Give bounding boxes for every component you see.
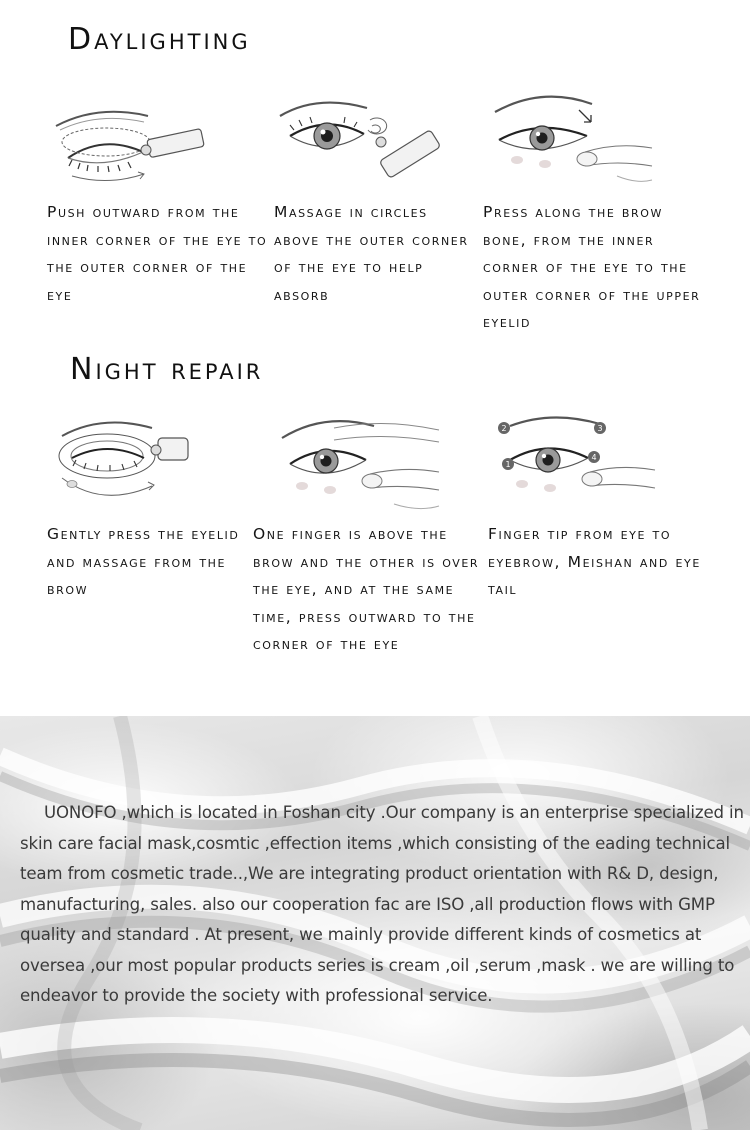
night-repair-step-3-text: Finger tip from eye to eyebrow, Meishan and eye tail (488, 525, 701, 598)
eye-massage-circles-icon (272, 86, 442, 196)
company-description: UONOFO ,which is located in Foshan city .Our company is an enterprise specialized in skin care facial mask,cosmtic ,effection items ,which consisting of the eading technical team from cosmetic trade..,We are integrating product orientation with R& D, design, manufacturing, sales. also our cooperation fac are ISO ,all production flows with GMP quality and standard . At present, we mainly provide different kinds of cosmetics at oversea ,our most popular products series is cream ,oil ,serum ,mask . we are willing to endeavor to provide the society with professional service. (20, 803, 744, 1005)
numbered-press-points-icon (490, 408, 660, 518)
eyelid-massage-icon (52, 408, 222, 518)
night-repair-step-1-text: Gently press the eyelid and massage from the brow (47, 525, 240, 598)
press-point-1-label: 1 (505, 460, 511, 469)
eye-press-brow-bone-icon (487, 80, 657, 190)
press-point-4-label: 4 (591, 453, 597, 462)
eye-massage-outward-icon (48, 86, 218, 196)
daylighting-title: Daylighting (68, 22, 251, 57)
two-finger-press-icon (274, 408, 444, 518)
daylighting-step-2-text: Massage in circles above the outer corner of the eye to help absorb (274, 203, 469, 304)
press-point-2-label: 2 (501, 424, 507, 433)
night-repair-title: Night repair (70, 352, 264, 387)
night-repair-step-2-text: One finger is above the brow and the other is over the eye, and at the same time, press outward to the corner of the eye (253, 525, 480, 653)
silk-background (0, 716, 750, 1130)
daylighting-step-1-text: Push outward from the inner corner of the eye to the outer corner of the eye (47, 203, 268, 304)
press-point-3-label: 3 (597, 424, 603, 433)
daylighting-step-3-text: Press along the brow bone, from the inner corner of the eye to the outer corner of the upper eyelid (483, 203, 701, 331)
